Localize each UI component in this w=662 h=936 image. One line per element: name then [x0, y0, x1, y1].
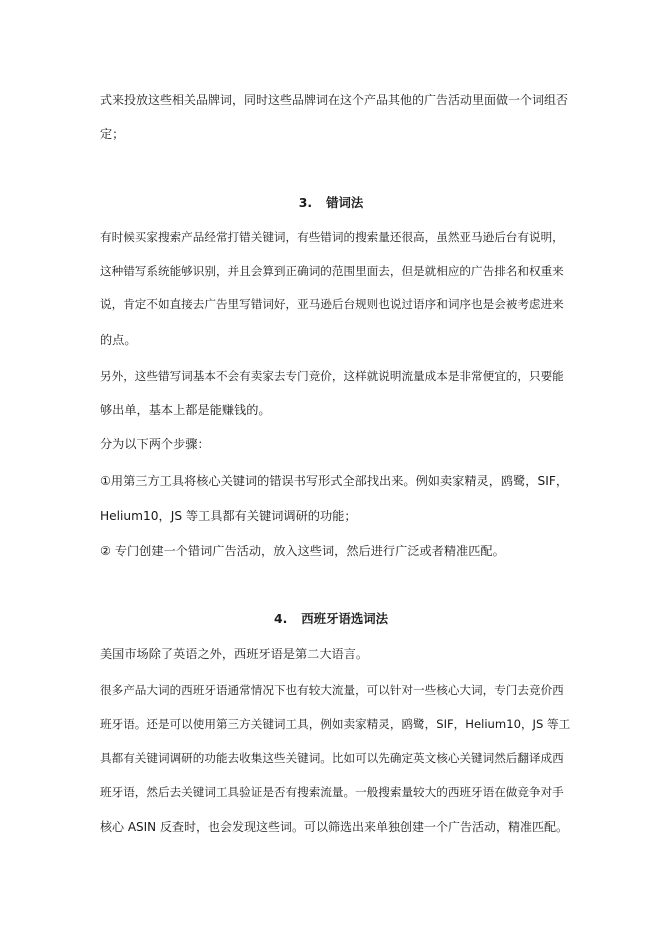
section-4-para-1: 美国市场除了英语之外，西班牙语是第二大语言。 — [100, 647, 369, 661]
section-3-title: 错词法 — [326, 195, 364, 210]
section-4-heading — [0, 610, 662, 628]
step-1-line-2: Helium10，JS 等工具都有关键词调研的功能； — [100, 509, 357, 523]
section-3-para-2-line-2: 够出单，基本上都是能赚钱的。 — [100, 403, 271, 417]
section-3-para-1-line-1: 有时候买家搜索产品经常打错关键词，有些错词的搜索量还很高，虽然亚马逊后台有说明， — [100, 230, 564, 244]
step-2: ② 专门创建一个错词广告活动，放入这些词，然后进行广泛或者精准匹配。 — [100, 544, 505, 558]
section-3-para-1-line-2: 这种错写系统能够识别，并且会算到正确词的范围里面去，但是就相应的广告排名和权重来 — [100, 264, 564, 278]
section-3-para-1-line-4: 的点。 — [100, 333, 137, 347]
section-3-heading — [0, 194, 662, 212]
steps-intro: 分为以下两个步骤： — [100, 437, 210, 451]
step-1-line-1: ①用第三方工具将核心关键词的错误书写形式全部找出来。例如卖家精灵，鸥鹭，SIF， — [100, 474, 569, 488]
section-4-para-2-line-1: 很多产品大词的西班牙语通常情况下也有较大流量，可以针对一些核心大词，专门去竞价西 — [100, 683, 564, 697]
section-4-title: 西班牙语选词法 — [301, 611, 389, 626]
section-4-para-2-line-2: 班牙语。还是可以使用第三方关键词工具，例如卖家精灵，鸥鹭，SIF，Helium10，JS 等工 — [100, 717, 571, 731]
intro-line-1: 式来投放这些相关品牌词，同时这些品牌词在这个产品其他的广告活动里面做一个词组否 — [100, 93, 569, 107]
section-4-para-2-line-3: 具都有关键词调研的功能去收集这些关键词。比如可以先确定英文核心关键词然后翻译成西 — [100, 751, 564, 765]
section-3-para-1-line-3: 说，肯定不如直接去广告里写错词好，亚马逊后台规则也说过语序和词序也是会被考虑进来 — [100, 297, 564, 311]
section-3-number: 3. — [298, 195, 313, 210]
section-4-para-2-line-5: 核心 ASIN 反查时，也会发现这些词。可以筛选出来单独创建一个广告活动，精准匹配。 — [100, 820, 568, 834]
intro-line-2: 定； — [100, 127, 125, 141]
section-4-para-2-line-4: 班牙语，然后去关键词工具验证是否有搜索流量。一般搜索量较大的西班牙语在做竞争对手 — [100, 785, 564, 799]
section-4-number: 4. — [273, 611, 288, 626]
section-3-para-2-line-1: 另外，这些错写词基本不会有卖家去专门竞价，这样就说明流量成本是非常便宜的，只要能 — [100, 369, 564, 383]
